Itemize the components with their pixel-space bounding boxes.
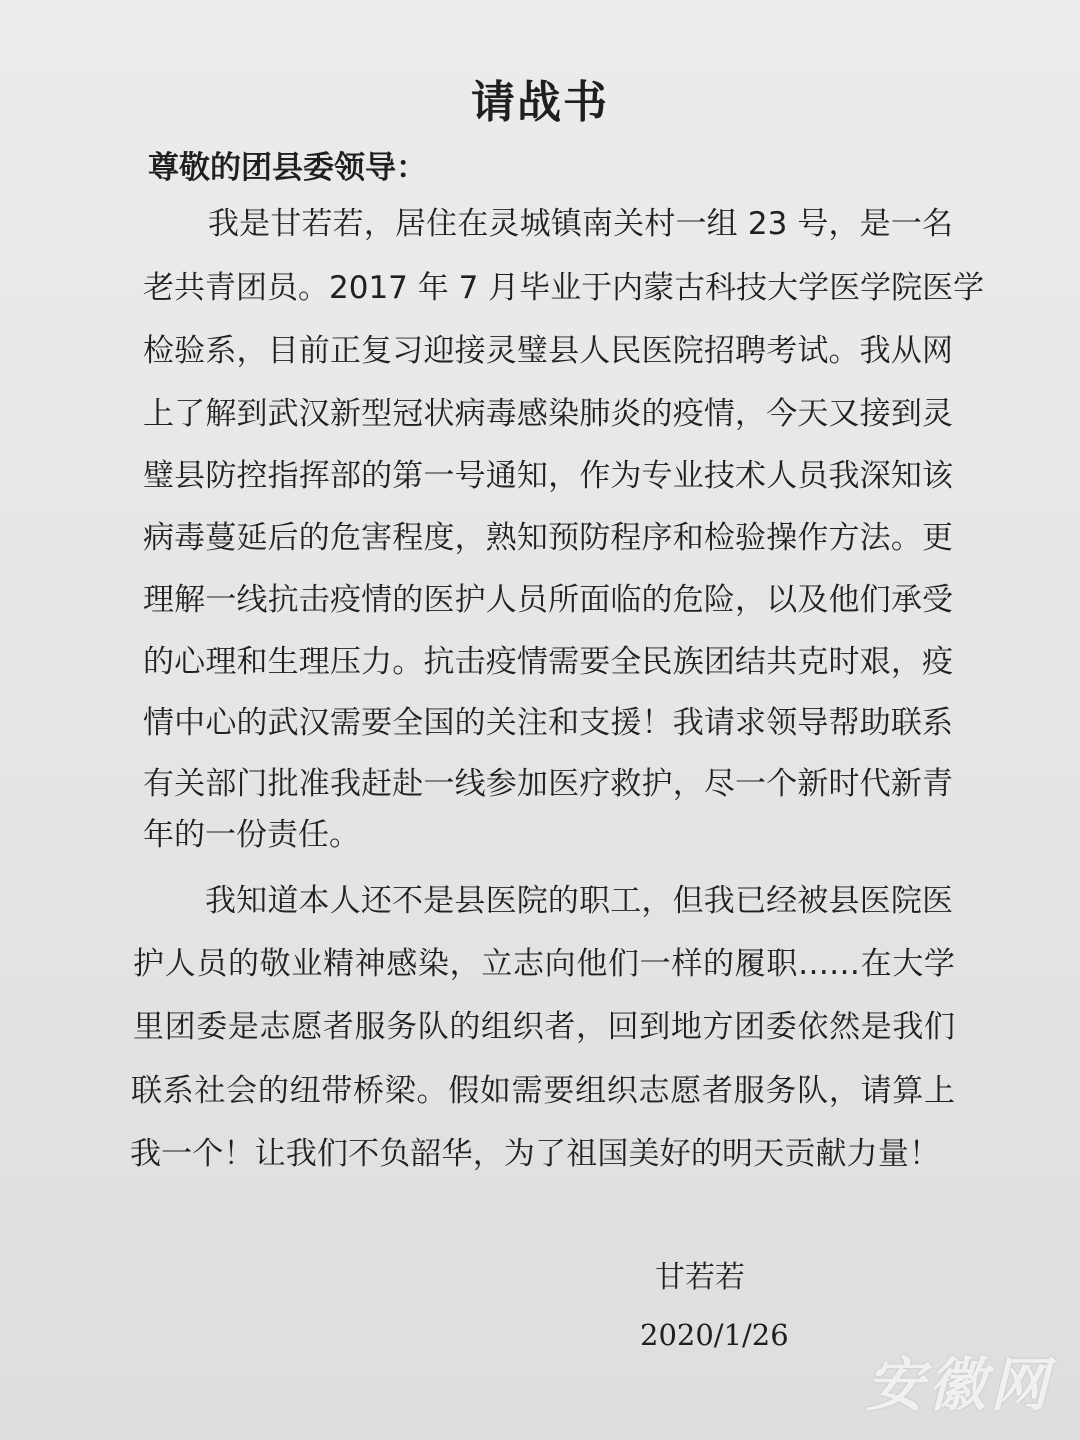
body-line: 情中心的武汉需要全国的关注和支援！我请求领导帮助联系 (143, 705, 953, 741)
body-line: 理解一线抗击疫情的医护人员所面临的危险，以及他们承受 (143, 582, 953, 618)
letter-date: 2020/1/26 (640, 1318, 789, 1352)
body-line: 护人员的敬业精神感染，立志向他们一样的履职……在大学 (133, 946, 955, 982)
body-line: 我一个！让我们不负韶华，为了祖国美好的明天贡献力量！ (130, 1136, 940, 1172)
body-line: 上了解到武汉新型冠状病毒感染肺炎的疫情，今天又接到灵 (143, 396, 953, 432)
salutation: 尊敬的团县委领导： (148, 150, 427, 186)
body-line: 联系社会的纽带桥梁。假如需要组织志愿者服务队，请算上 (131, 1073, 955, 1109)
body-line: 璧县防控指挥部的第一号通知，作为专业技术人员我深知该 (143, 458, 953, 494)
body-line: 的心理和生理压力。抗击疫情需要全民族团结共克时艰，疫 (143, 644, 953, 680)
signature: 甘若若 (655, 1260, 745, 1295)
document-title: 请战书 (471, 77, 609, 128)
body-line: 病毒蔓延后的危害程度，熟知预防程序和检验操作方法。更 (143, 520, 953, 556)
body-line: 检验系，目前正复习迎接灵璧县人民医院招聘考试。我从网 (143, 333, 953, 369)
body-line: 年的一份责任。 (143, 817, 360, 853)
body-line: 老共青团员。2017 年 7 月毕业于内蒙古科技大学医学院医学 (143, 270, 985, 306)
body-line: 有关部门批准我赶赴一线参加医疗救护，尽一个新时代新青 (143, 766, 953, 802)
body-line: 我是甘若若，居住在灵城镇南关村一组 23 号，是一名 (208, 206, 953, 242)
body-line: 里团委是志愿者服务队的组织者，回到地方团委依然是我们 (133, 1009, 955, 1045)
body-line: 我知道本人还不是县医院的职工，但我已经被县医院医 (205, 883, 953, 919)
watermark-logo: 安徽网 (865, 1351, 1052, 1419)
